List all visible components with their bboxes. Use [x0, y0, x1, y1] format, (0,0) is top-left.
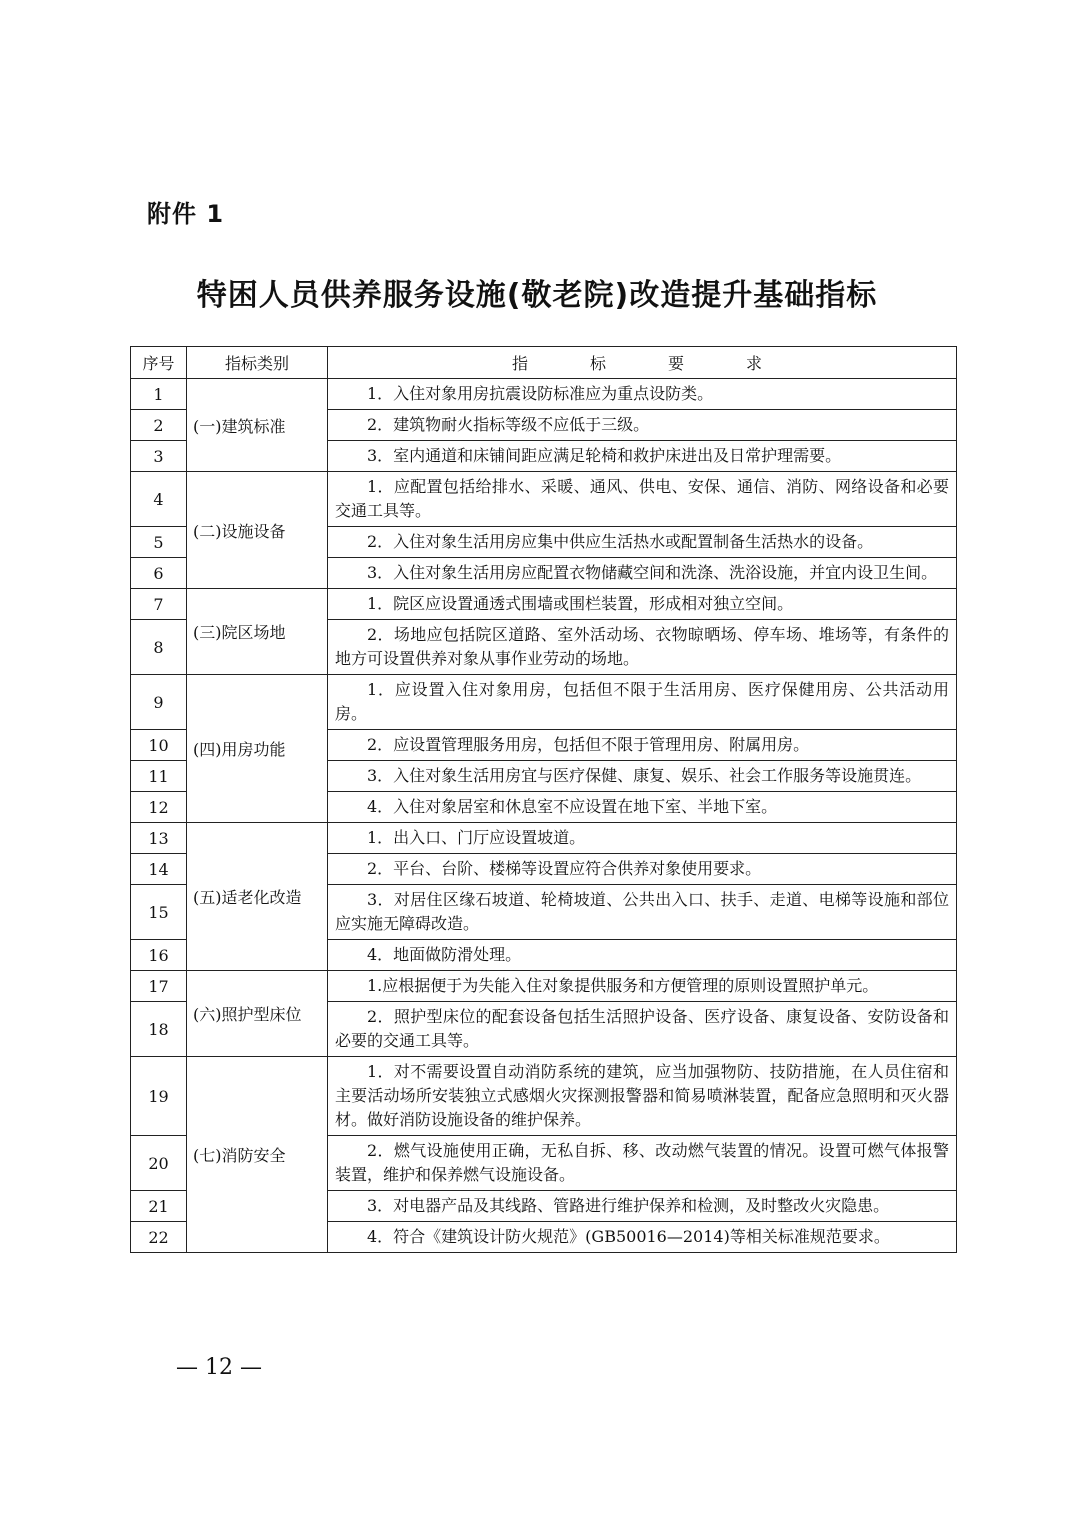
row-number: 22: [131, 1222, 187, 1253]
row-number: 10: [131, 730, 187, 761]
requirement-cell: 4．地面做防滑处理。: [328, 940, 957, 971]
indicator-table: [130, 346, 957, 1253]
requirement-cell: 3．对居住区缘石坡道、轮椅坡道、公共出入口、扶手、走道、电梯等设施和部位应实施无障碍改造。: [328, 885, 957, 940]
annex-label: 附件 1: [147, 200, 225, 228]
row-number: 21: [131, 1191, 187, 1222]
category-cell: (一)建筑标准: [187, 379, 328, 472]
table-header-row: [131, 347, 957, 379]
table-row: [131, 589, 957, 620]
table-row: [131, 472, 957, 527]
row-number: 20: [131, 1136, 187, 1191]
row-number: 19: [131, 1057, 187, 1136]
requirement-cell: 3．室内通道和床铺间距应满足轮椅和救护床进出及日常护理需要。: [328, 441, 957, 472]
row-number: 3: [131, 441, 187, 472]
category-cell: (六)照护型床位: [187, 971, 328, 1057]
requirement-cell: 2．建筑物耐火指标等级不应低于三级。: [328, 410, 957, 441]
requirement-cell: 2．燃气设施使用正确，无私自拆、移、改动燃气装置的情况。设置可燃气体报警装置，维护和保养燃气设施设备。: [328, 1136, 957, 1191]
row-number: 11: [131, 761, 187, 792]
table-row: [131, 379, 957, 410]
requirement-cell: 3．入住对象生活用房宜与医疗保健、康复、娱乐、社会工作服务等设施贯连。: [328, 761, 957, 792]
row-number: 7: [131, 589, 187, 620]
row-number: 14: [131, 854, 187, 885]
requirement-cell: 2．入住对象生活用房应集中供应生活热水或配置制备生活热水的设备。: [328, 527, 957, 558]
row-number: 17: [131, 971, 187, 1002]
row-number: 2: [131, 410, 187, 441]
requirement-cell: 3．对电器产品及其线路、管路进行维护保养和检测，及时整改火灾隐患。: [328, 1191, 957, 1222]
table-row: [131, 1057, 957, 1136]
category-cell: (四)用房功能: [187, 675, 328, 823]
table-row: [131, 675, 957, 730]
table-row: [131, 823, 957, 854]
requirement-cell: 2．照护型床位的配套设备包括生活照护设备、医疗设备、康复设备、安防设备和必要的交通工具等。: [328, 1002, 957, 1057]
row-number: 15: [131, 885, 187, 940]
requirement-cell: 1．出入口、门厅应设置坡道。: [328, 823, 957, 854]
requirement-cell: 2．场地应包括院区道路、室外活动场、衣物晾晒场、停车场、堆场等，有条件的地方可设置供养对象从事作业劳动的场地。: [328, 620, 957, 675]
header-category: 指标类别: [187, 347, 328, 379]
page-number: — 12 —: [176, 1355, 262, 1380]
row-number: 12: [131, 792, 187, 823]
requirement-cell: 2．平台、台阶、楼梯等设置应符合供养对象使用要求。: [328, 854, 957, 885]
requirement-cell: 1．院区应设置通透式围墙或围栏装置，形成相对独立空间。: [328, 589, 957, 620]
row-number: 16: [131, 940, 187, 971]
page-title: 特困人员供养服务设施(敬老院)改造提升基础指标: [196, 278, 878, 313]
header-number: 序号: [131, 347, 187, 379]
requirement-cell: 1．对不需要设置自动消防系统的建筑，应当加强物防、技防措施，在人员住宿和主要活动场所安装独立式感烟火灾探测报警器和简易喷淋装置，配备应急照明和灭火器材。做好消防设施设备的维护保养。: [328, 1057, 957, 1136]
header-requirement: 指 标 要 求: [328, 347, 957, 379]
requirement-cell: 1．应设置入住对象用房，包括但不限于生活用房、医疗保健用房、公共活动用房。: [328, 675, 957, 730]
requirement-cell: 4．入住对象居室和休息室不应设置在地下室、半地下室。: [328, 792, 957, 823]
requirement-cell: 1.应根据便于为失能入住对象提供服务和方便管理的原则设置照护单元。: [328, 971, 957, 1002]
requirement-cell: 3．入住对象生活用房应配置衣物储藏空间和洗涤、洗浴设施，并宜内设卫生间。: [328, 558, 957, 589]
row-number: 5: [131, 527, 187, 558]
requirement-cell: 2．应设置管理服务用房，包括但不限于管理用房、附属用房。: [328, 730, 957, 761]
category-cell: (五)适老化改造: [187, 823, 328, 971]
category-cell: (七)消防安全: [187, 1057, 328, 1253]
requirement-cell: 1．应配置包括给排水、采暖、通风、供电、安保、通信、消防、网络设备和必要交通工具等。: [328, 472, 957, 527]
table-row: [131, 971, 957, 1002]
requirement-cell: 1．入住对象用房抗震设防标准应为重点设防类。: [328, 379, 957, 410]
row-number: 6: [131, 558, 187, 589]
category-cell: (三)院区场地: [187, 589, 328, 675]
category-cell: (二)设施设备: [187, 472, 328, 589]
row-number: 18: [131, 1002, 187, 1057]
requirement-cell: 4．符合《建筑设计防火规范》(GB50016—2014)等相关标准规范要求。: [328, 1222, 957, 1253]
row-number: 13: [131, 823, 187, 854]
row-number: 4: [131, 472, 187, 527]
row-number: 9: [131, 675, 187, 730]
row-number: 1: [131, 379, 187, 410]
row-number: 8: [131, 620, 187, 675]
table-body: [131, 379, 957, 1253]
